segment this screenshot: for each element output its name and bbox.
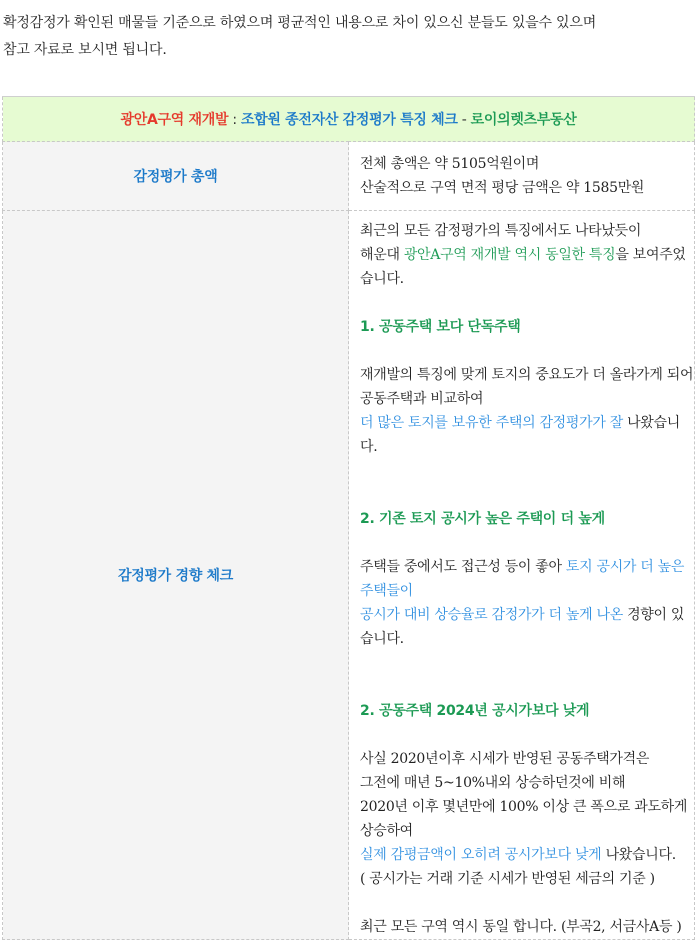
trend-heading-3: 2. 공동주택 2024년 공시가보다 낮게 (360, 703, 590, 719)
trend-s2-highlight-2: 공시가 대비 상승율로 감정가가 더 높게 나온 (360, 607, 623, 623)
trend-s2-line1-a: 주택들 중에서도 접근성 등이 좋아 (360, 559, 566, 575)
table-title-row (3, 97, 695, 142)
appraisal-table (2, 96, 695, 940)
trend-s3-line2: 그전에 매년 5~10%내외 상승하던것에 비해 (360, 775, 626, 791)
trend-s3-line4 (360, 843, 694, 867)
total-line-1: 전체 총액은 약 5105억원이며 (360, 156, 540, 172)
total-content (349, 142, 695, 211)
trend-s2-highlight-1: 토지 공시가 더 높은 주택들이 (360, 559, 685, 599)
trend-s3-highlight: 실제 감평금액이 오히려 공시가보다 낮게 (360, 847, 602, 863)
trend-s1-line3 (360, 411, 694, 459)
intro-line-2: 참고 자료로 보시면 됩니다. (3, 42, 167, 58)
trend-s3-line1: 사실 2020년이후 시세가 반영된 공동주택가격은 (360, 751, 650, 767)
trend-p1-line2 (360, 243, 694, 291)
table-row-trend (3, 211, 695, 940)
trend-s3-line4-b: 나왔습니다. (601, 847, 676, 863)
trend-s3-line3: 2020년 이후 몇년만에 100% 이상 큰 폭으로 과도하게 상승하여 (360, 799, 688, 839)
trend-label: 감정평가 경향 체크 (3, 211, 349, 940)
trend-heading-1: 1. 공동주택 보다 단독주택 (360, 319, 521, 335)
trend-p1-line1: 최근의 모든 감정평가의 특징에서도 나타났듯이 (360, 223, 642, 239)
trend-p1-highlight: 광안A구역 재개발 역시 동일한 특징 (403, 247, 616, 263)
trend-heading-2: 2. 기존 토지 공시가 높은 주택이 더 높게 (360, 511, 605, 527)
title-project: 광안A구역 재개발 (120, 112, 229, 128)
trend-p1-line2-c: 을 보여주었습니다. (360, 247, 686, 287)
trend-s2-line2-b: 경향이 있습니다. (360, 607, 685, 647)
intro-text (3, 10, 693, 64)
total-line-2: 산술적으로 구역 면적 평당 금액은 약 1585만원 (360, 180, 645, 196)
total-label: 감정평가 총액 (3, 142, 349, 211)
title-separator-2: - (457, 112, 471, 128)
title-topic: 조합원 종전자산 감정평가 특징 체크 (240, 112, 458, 128)
trend-s1-line1: 재개발의 특징에 맞게 토지의 중요도가 더 올라가게 되어 (360, 367, 694, 383)
trend-s2-line1 (360, 555, 694, 603)
table-title (3, 97, 695, 142)
trend-content (349, 211, 695, 940)
trend-s1-highlight: 더 많은 토지를 보유한 주택의 감정평가가 잘 (360, 415, 623, 431)
trend-s3-line5: ( 공시가는 거래 기준 시세가 반영된 세금의 기준 ) (360, 871, 655, 887)
table-row-total (3, 142, 695, 211)
trend-s1-line2: 공동주택과 비교하여 (360, 391, 484, 407)
trend-s3-line6: 최근 모든 구역 역시 동일 합니다. (부곡2, 서금사A등 ) (360, 919, 682, 935)
intro-line-1: 확정감정가 확인된 매물들 기준으로 하였으며 평균적인 내용으로 차이 있으신 분들도 있을수 있으며 (3, 15, 597, 31)
title-separator-1: : (228, 112, 241, 128)
trend-s2-line2 (360, 603, 694, 651)
title-source: 로이의렛츠부동산 (470, 112, 577, 128)
trend-p1-line2-a: 해운대 (360, 247, 404, 263)
trend-s1-line3-b: 나왔습니다. (360, 415, 680, 455)
